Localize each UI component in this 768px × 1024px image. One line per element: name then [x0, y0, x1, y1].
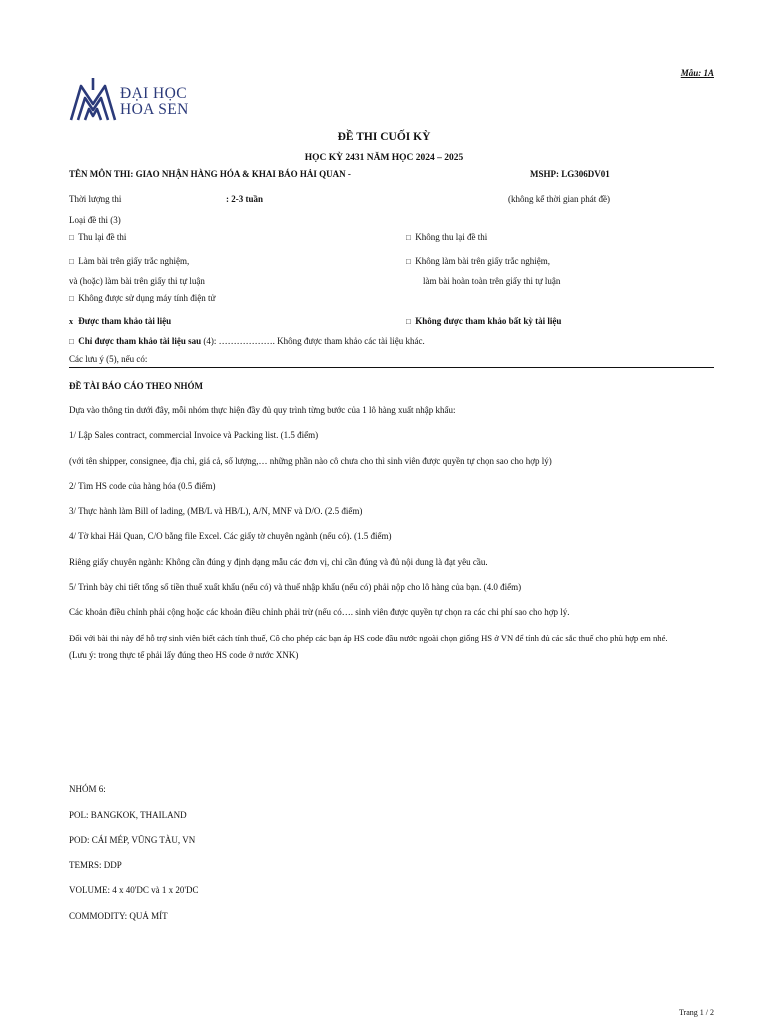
group-line: POL: BANGKOK, THAILAND — [69, 810, 187, 820]
body-line: 4/ Tờ khai Hải Quan, C/O bằng file Excel. Các giấy tờ chuyên ngành (nếu có). (1.5 điểm) — [69, 531, 392, 541]
option-no-collect-label: Không thu lại đề thi — [415, 232, 488, 242]
body-line: 2/ Tìm HS code của hàng hóa (0.5 điểm) — [69, 481, 216, 491]
form-code: Mẫu: 1A — [680, 68, 714, 78]
option-no-computer[interactable] — [69, 293, 215, 303]
option-no-paper-test[interactable] — [406, 256, 550, 266]
option-ref-allowed[interactable] — [69, 316, 171, 326]
option-no-ref[interactable] — [406, 316, 561, 326]
body-line: Riêng giấy chuyên ngành: Không cần đúng y định dạng mẫu các đơn vị, chỉ cần đúng và đủ nội dung là đạt yêu cầu. — [69, 557, 488, 567]
checkbox-unchecked-icon[interactable]: □ — [69, 233, 74, 242]
logo-text — [120, 86, 189, 118]
group-line: TEMRS: DDP — [69, 860, 122, 870]
checkbox-checked-icon[interactable]: x — [69, 317, 73, 326]
option-no-paper-test-label: Không làm bài trên giấy trắc nghiệm, — [415, 256, 550, 266]
body-line: Các khoản điều chỉnh phải cộng hoặc các khoản điều chỉnh phải trừ (nếu có…. sinh viên được quyền tự chọn ra các chi phí sao cho hợp lý. — [69, 607, 570, 617]
section-title: ĐỀ TÀI BÁO CÁO THEO NHÓM — [69, 381, 203, 391]
option-ref-allowed-label: Được tham khảo tài liệu — [78, 316, 172, 326]
body-line: 3/ Thực hành làm Bill of lading, (MB/L và HB/L), A/N, MNF và D/O. (2.5 điểm) — [69, 506, 363, 516]
checkbox-unchecked-icon[interactable]: □ — [406, 233, 411, 242]
notes-label: Các lưu ý (5), nếu có: — [69, 354, 148, 364]
option-full-essay: làm bài hoàn toàn trên giấy thi tự luận — [423, 276, 561, 286]
university-logo — [68, 76, 193, 124]
duration-value: : 2-3 tuần — [226, 194, 264, 204]
checkbox-unchecked-icon[interactable]: □ — [69, 294, 74, 303]
duration-label: Thời lượng thi — [69, 194, 122, 204]
checkbox-unchecked-icon[interactable]: □ — [406, 317, 411, 326]
group-line: POD: CÁI MÉP, VŨNG TÀU, VN — [69, 835, 196, 845]
option-collect-label: Thu lại đề thi — [78, 232, 127, 242]
body-line: Đối với bài thi này để hỗ trợ sinh viên biết cách tính thuế, Cô cho phép các bạn áp HS code đầu nước ngoài chọn giống HS ở VN để tính đủ các sắc thuế cho phù hợp em nhé. — [69, 633, 668, 643]
option-collect[interactable] — [69, 232, 126, 242]
body-line: 1/ Lập Sales contract, commercial Invoice và Packing list. (1.5 điểm) — [69, 430, 319, 440]
group-line: COMMODITY: QUẢ MÍT — [69, 911, 168, 921]
checkbox-unchecked-icon[interactable]: □ — [69, 337, 74, 346]
course-name: TÊN MÔN THI: GIAO NHẬN HÀNG HÓA & KHAI BÁO HẢI QUAN - — [69, 169, 351, 179]
option-paper-test[interactable] — [69, 256, 189, 266]
option-ref-limited-label: Chỉ được tham khảo tài liệu sau — [78, 336, 202, 346]
duration-note: (không kể thời gian phát đề) — [508, 194, 610, 204]
body-line: (với tên shipper, consignee, địa chỉ, giá cả, số lượng,… những phần nào cô chưa cho thì sinh viên được quyền tự chọn sao cho hợp lý) — [69, 456, 552, 466]
logo-line-2: HOA SEN — [120, 101, 189, 118]
option-no-computer-label: Không được sử dụng máy tính điện tử — [78, 293, 216, 303]
option-ref-limited[interactable] — [69, 336, 425, 346]
group-line: NHÓM 6: — [69, 784, 106, 794]
option-and-or-essay: và (hoặc) làm bài trên giấy thi tự luận — [69, 276, 205, 286]
exam-title: ĐỀ THI CUỐI KỲ — [337, 131, 431, 143]
body-line: (Lưu ý: trong thực tế phải lấy đúng theo HS code ở nước XNK) — [69, 650, 299, 660]
course-code: MSHP: LG306DV01 — [530, 169, 610, 179]
option-no-collect[interactable] — [406, 232, 487, 242]
option-paper-test-label: Làm bài trên giấy trắc nghiệm, — [78, 256, 190, 266]
option-ref-limited-rest: (4): ………………. Không được tham khảo các tài liệu khác. — [201, 336, 425, 346]
semester-line: HỌC KỲ 2431 NĂM HỌC 2024 – 2025 — [304, 153, 464, 163]
logo-line-1: ĐẠI HỌC — [120, 85, 187, 102]
body-line: 5/ Trình bày chi tiết tổng số tiền thuế xuất khẩu (nếu có) và thuế nhập khẩu (nếu có) phải nộp cho lô hàng của bạn. (4.0 điểm) — [69, 582, 522, 592]
checkbox-unchecked-icon[interactable]: □ — [69, 257, 74, 266]
page-number: Trang 1 / 2 — [678, 1008, 714, 1017]
divider — [69, 367, 714, 368]
group-line: VOLUME: 4 x 40'DC và 1 x 20'DC — [69, 885, 199, 895]
checkbox-unchecked-icon[interactable]: □ — [406, 257, 411, 266]
body-line: Dựa vào thông tin dưới đây, mỗi nhóm thực hiện đầy đủ quy trình từng bước của 1 lô hàng xuất nhập khẩu: — [69, 405, 456, 415]
option-no-ref-label: Không được tham khảo bất kỳ tài liệu — [415, 316, 562, 326]
exam-type-label: Loại đề thi (3) — [69, 215, 121, 225]
lotus-logo-icon — [68, 76, 118, 124]
